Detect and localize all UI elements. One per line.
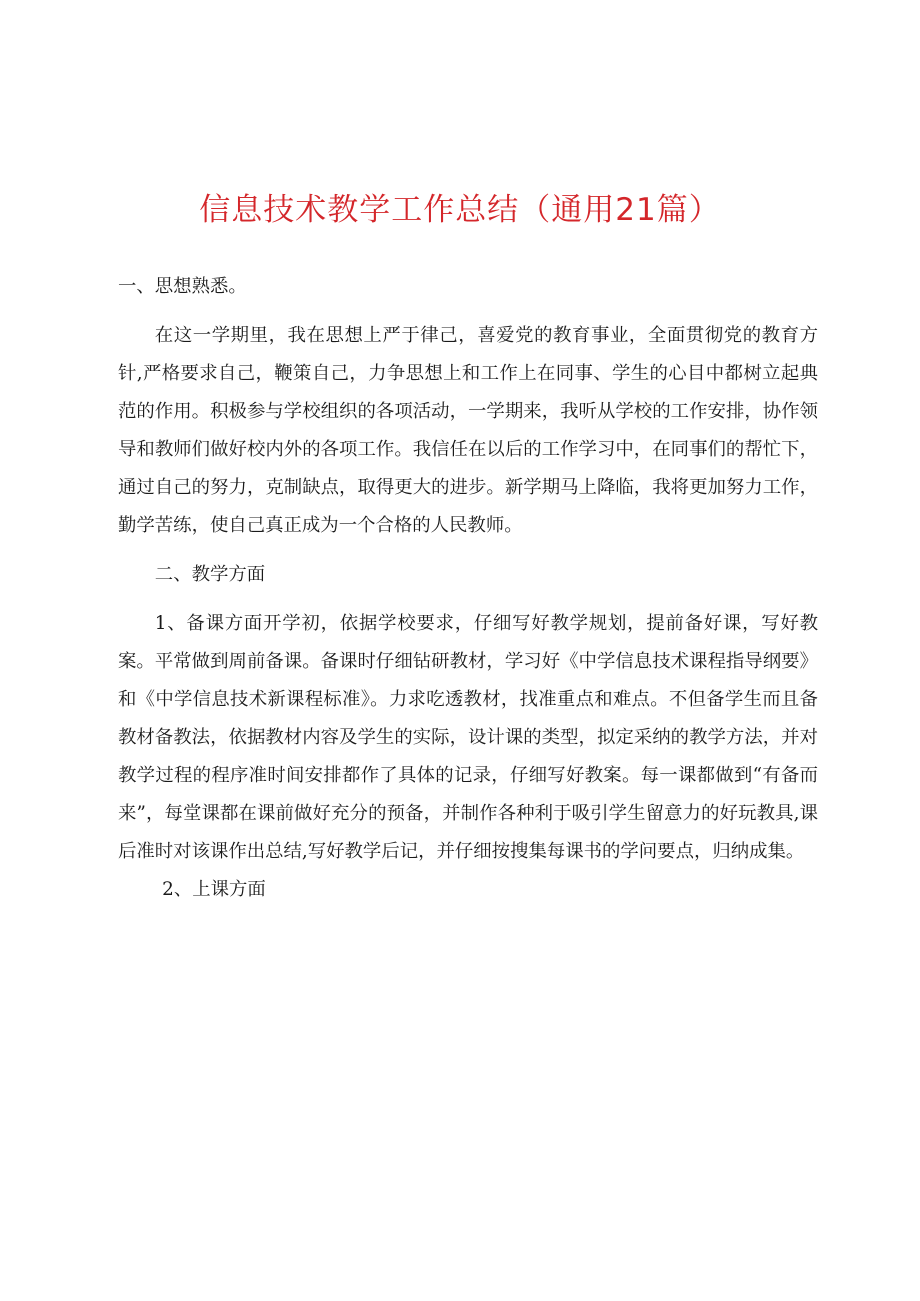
section-heading-1: 一、思想熟悉。: [118, 276, 247, 297]
section-heading-2: 二、教学方面: [154, 564, 266, 585]
document-title: 信息技术教学工作总结（通用21篇）: [199, 192, 721, 228]
document-body: [118, 268, 818, 909]
section-1-paragraph: 在这一学期里，我在思想上严于律己，喜爱党的教育事业，全面贯彻党的教育方针,严格要求自己，鞭策自己，力争思想上和工作上在同事、学生的心目中都树立起典范的作用。积极参与学校组织的各项活动，一学期来，我听从学校的工作安排，协作领导和教师们做好校内外的各项工作。我信任在以后的工作学习中，在同事们的帮忙下，通过自己的努力，克制缺点，取得更大的进步。新学期马上降临，我将更加努力工作，勤学苦练，使自己真正成为一个合格的人民教师。: [118, 325, 818, 536]
section-heading-3: 2、上课方面: [162, 879, 266, 900]
section-2-paragraph: 1、备课方面开学初，依据学校要求，仔细写好教学规划，提前备好课，写好教案。平常做到周前备课。备课时仔细钻研教材，学习好《中学信息技术课程指导纲要》和《中学信息技术新课程标准》。力求吃透教材，找准重点和难点。不但备学生而且备教材备教法，依据教材内容及学生的实际，设计课的类型，拟定采纳的教学方法，并对教学过程的程序准时间安排都作了具体的记录，仔细写好教案。每一课都做到“有备而来”，每堂课都在课前做好充分的预备，并制作各种利于吸引学生留意力的好玩教具,课后准时对该课作出总结,写好教学后记，并仔细按搜集每课书的学问要点，归纳成集。: [118, 613, 818, 862]
